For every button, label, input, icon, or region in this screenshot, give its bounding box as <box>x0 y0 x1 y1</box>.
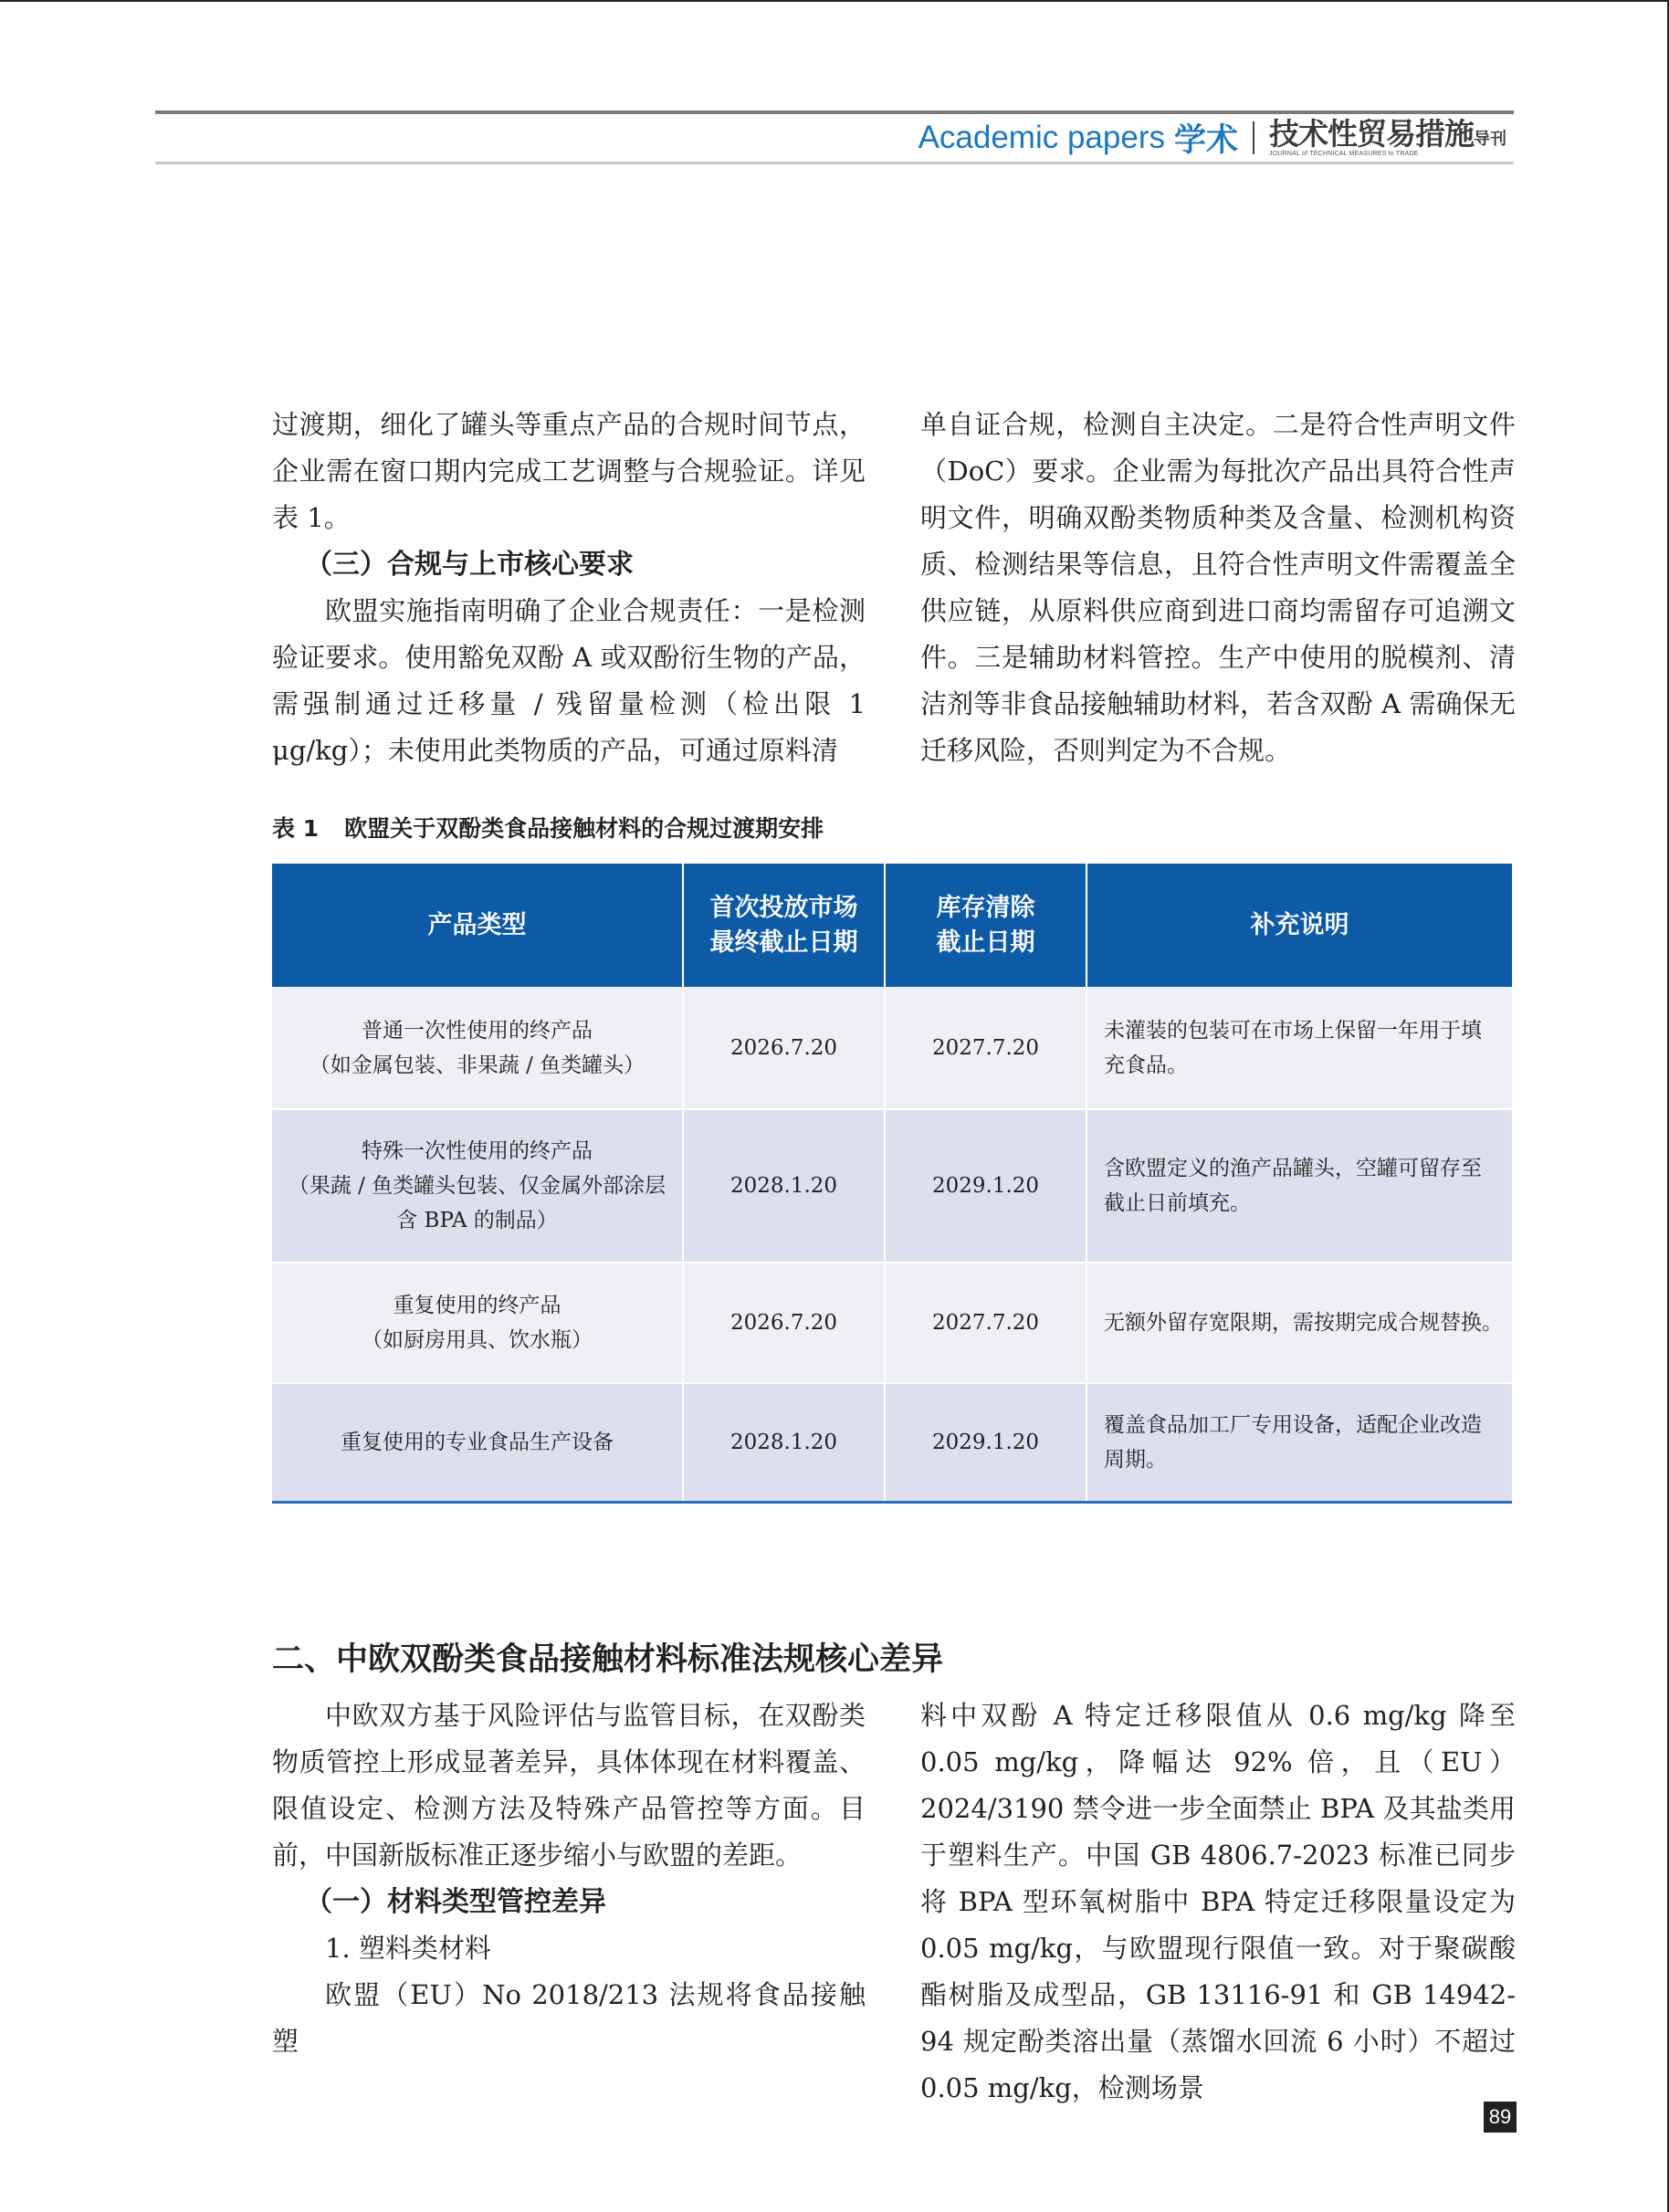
cell-clear-deadline: 2027.7.20 <box>885 987 1086 1109</box>
table-row <box>272 1383 1512 1502</box>
header-cell-text: 产品类型 <box>427 910 527 939</box>
paragraph-compliance: 欧盟实施指南明确了企业合规责任：一是检测验证要求。使用豁免双酚 A 或双酚衍生物的产品，需强制通过迁移量 / 残留量检测（检出限 1 μg/kg）；未使用此类物质的产品，可通过原料清 <box>272 595 866 766</box>
paragraph-doc-requirements: 单自证合规，检测自主决定。二是符合性声明文件（DoC）要求。企业需为每批次产品出具符合性声明文件，明确双酚类物质种类及含量、检测机构资质、检测结果等信息，且符合性声明文件需覆盖全供应链，从原料供应商到进口商均需留存可追溯文件。三是辅助材料管控。生产中使用的脱模剂、清洁剂等非食品接触辅助材料，若含双酚 A 需确保无迁移风险，否则判定为不合规。 <box>920 409 1516 766</box>
journal-title-en: JOURNAL of TECHNICAL MEASURES to TRADE <box>1269 151 1419 157</box>
paragraph-differences-intro: 中欧双方基于风险评估与监管目标，在双酚类物质管控上形成显著差异，具体体现在材料覆盖、限值设定、检测方法及特殊产品管控等方面。目前，中国新版标准正逐步缩小与欧盟的差距。 <box>272 1700 866 1871</box>
top-right-column <box>920 402 1516 774</box>
table-row <box>272 1109 1512 1263</box>
header-cell-text: 补充说明 <box>1250 910 1349 939</box>
cell-clear-deadline: 2027.7.20 <box>885 1263 1086 1383</box>
table-row <box>272 987 1512 1109</box>
top-left-column <box>272 402 866 774</box>
cell-note: 无额外留存宽限期，需按期完成合规替换。 <box>1086 1263 1512 1383</box>
cell-product-type: 重复使用的专业食品生产设备 <box>272 1383 683 1502</box>
paragraph-continued: 过渡期，细化了罐头等重点产品的合规时间节点，企业需在窗口期内完成工艺调整与合规验证。详见表 1。 <box>272 409 866 533</box>
header-separator <box>1253 121 1254 154</box>
paragraph-migration-limits: 料中双酚 A 特定迁移限值从 0.6 mg/kg 降至 0.05 mg/kg，降幅达 92% 倍，且（EU）2024/3190 禁令进一步全面禁止 BPA 及其盐类用于塑料生产。中国 GB 4806.7-2023 标准已同步将 BPA 型环氧树脂中 BPA 特定迁移限量设定为 0.05 mg/kg，与欧盟现行限值一致。对于聚碳酸酯树脂及成型品，GB 13116-91 和 GB 14942-94 规定酚类溶出量（蒸馏水回流 6 小时）不超过 0.05 mg/kg，检测场景 <box>920 1700 1516 2103</box>
cell-clear-deadline: 2029.1.20 <box>885 1109 1086 1263</box>
table-row <box>272 1263 1512 1383</box>
table-title: 欧盟关于双酚类食品接触材料的合规过渡期安排 <box>344 815 824 842</box>
header-cell-text: 库存清除 截止日期 <box>936 893 1035 957</box>
cell-note: 未灌装的包装可在市场上保留一年用于填充食品。 <box>1086 987 1512 1109</box>
cell-first-deadline: 2026.7.20 <box>683 1263 885 1383</box>
header-xueshu-label: 学术 <box>1173 122 1238 159</box>
header-first-market-deadline <box>683 864 885 987</box>
header-notes <box>1086 864 1512 987</box>
section-heading-2: 二、中欧双酚类食品接触材料标准法规核心差异 <box>272 1641 944 1678</box>
sub-heading-plastics: 1. 塑料类材料 <box>325 1933 491 1964</box>
cell-product-type: 重复使用的终产品 （如厨房用具、饮水瓶） <box>272 1263 683 1383</box>
cell-first-deadline: 2028.1.20 <box>683 1109 885 1263</box>
cell-product-type: 普通一次性使用的终产品 （如金属包装、非果蔬 / 鱼类罐头） <box>272 987 683 1109</box>
cell-first-deadline: 2026.7.20 <box>683 987 885 1109</box>
page-border-top <box>0 0 1669 2</box>
header-cell-text: 首次投放市场 最终截止日期 <box>709 893 858 957</box>
subsection-heading-3: （三）合规与上市核心要求 <box>305 549 634 581</box>
journal-title <box>1269 116 1506 152</box>
cell-note: 覆盖食品加工厂专用设备，适配企业改造周期。 <box>1086 1383 1512 1502</box>
journal-title-cn: 技术性贸易措施 <box>1269 116 1474 152</box>
bottom-right-column <box>920 1693 1516 2112</box>
transition-table <box>272 864 1512 1504</box>
cell-first-deadline: 2028.1.20 <box>683 1383 885 1502</box>
bottom-left-column <box>272 1693 866 2065</box>
cell-note: 含欧盟定义的渔产品罐头，空罐可留存至截止日前填充。 <box>1086 1109 1512 1263</box>
table-caption <box>272 811 824 844</box>
paragraph-eu-regulation: 欧盟（EU）No 2018/213 法规将食品接触塑 <box>272 1979 866 2057</box>
table-header-row <box>272 864 1512 987</box>
header-rule-bottom <box>155 162 1514 164</box>
table-number: 表 1 <box>272 815 320 842</box>
cell-product-type: 特殊一次性使用的终产品 （果蔬 / 鱼类罐头包装、仅金属外部涂层 含 BPA 的制品） <box>272 1109 683 1263</box>
journal-logo <box>1269 116 1506 157</box>
header-product-type <box>272 864 683 987</box>
subsection-heading-1: （一）材料类型管控差异 <box>305 1886 606 1918</box>
header-english-label: Academic papers <box>918 120 1165 155</box>
cell-clear-deadline: 2029.1.20 <box>885 1383 1086 1502</box>
header-stock-clearance-deadline <box>885 864 1086 987</box>
header-rule-top <box>155 110 1514 114</box>
journal-title-suffix: 导刊 <box>1474 130 1506 149</box>
page-number: 89 <box>1484 2102 1517 2133</box>
running-header <box>918 115 1506 161</box>
